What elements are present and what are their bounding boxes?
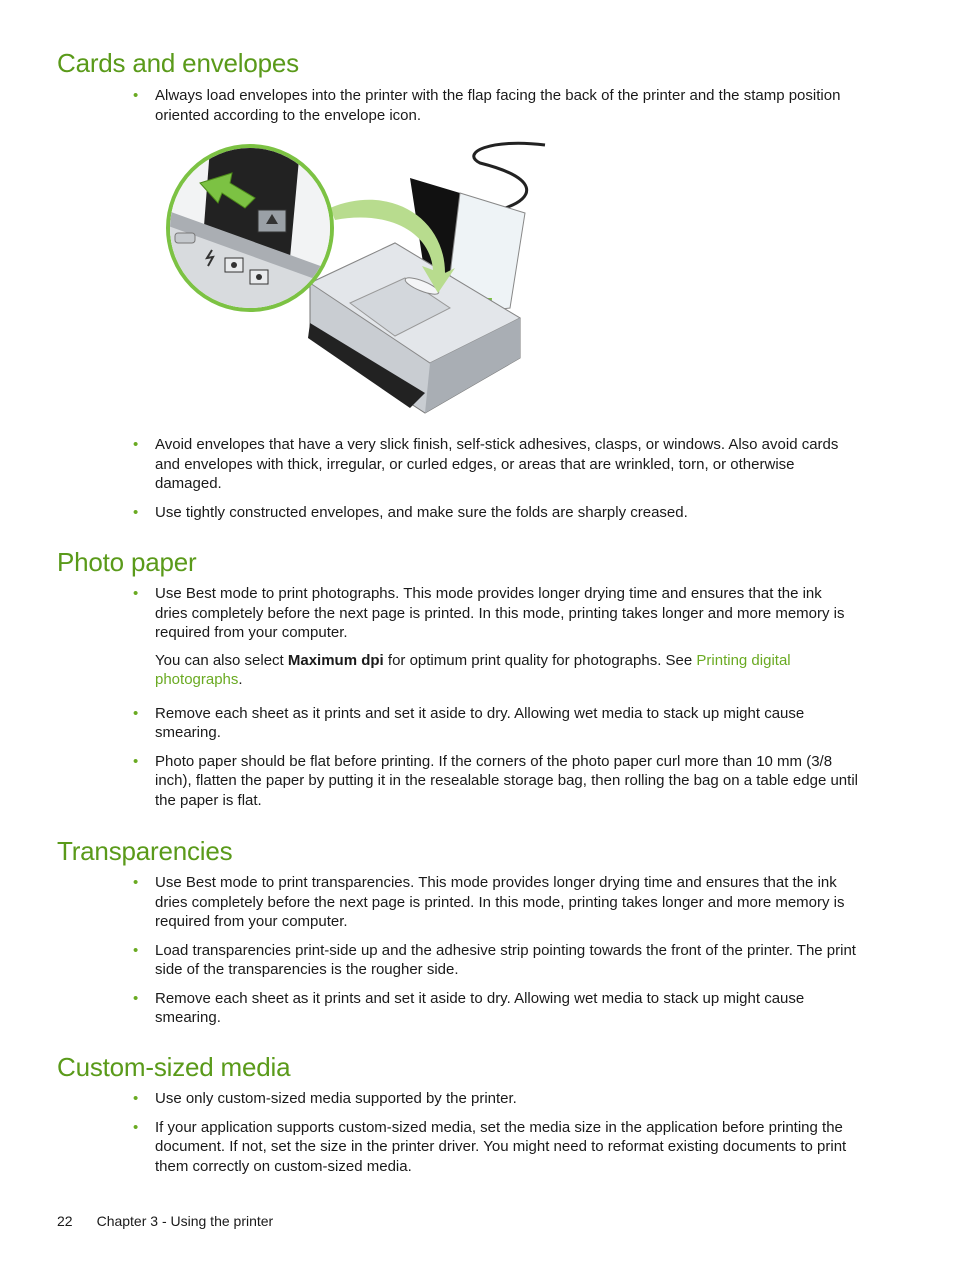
printer-envelope-illustration <box>160 138 560 423</box>
bullet-text: Avoid envelopes that have a very slick finish, self-stick adhesives, clasps, or windows. Also avoid cards and envelopes with thick, irregular, or curled edges, or areas that are wrinkled, torn, or otherwise damaged. <box>155 436 839 492</box>
bullet-icon: • <box>133 436 139 453</box>
heading-custom-sized-media: Custom-sized media <box>57 1052 291 1082</box>
maximum-dpi-label: Maximum dpi <box>287 651 384 669</box>
photo-bullet-list <box>133 584 858 819</box>
bullet-text: Photo paper should be flat before printing. If the corners of the photo paper curl more than 10 mm (3/8 inch), flatten the paper by putting it in the resealable storage bag, then rolling the bag on a table edge until the paper is flat. <box>155 752 858 809</box>
bullet-icon: • <box>133 503 139 521</box>
bullet-text: If your application supports custom-sized media, set the media size in the application before printing the document. If not, set the size in the printer driver. You might need to reformat existing documents to print them correctly on custom-sized media. <box>155 1118 847 1175</box>
heading-photo-paper: Photo paper <box>57 547 197 577</box>
bullet-icon: • <box>133 585 139 602</box>
bullet-text: Use Best mode to print photographs. This mode provides longer drying time and ensures that the ink dries completely before the next page is printed. In this mode, printing takes longer and more memory is required from your computer. <box>155 585 845 641</box>
list-item <box>133 873 858 932</box>
cards-bullet-list <box>133 86 858 134</box>
page-footer <box>57 1213 273 1229</box>
sub-text: for optimum print quality for photographs. See <box>383 651 697 669</box>
bullet-text: Remove each sheet as it prints and set it aside to dry. Allowing wet media to stack up might cause smearing. <box>155 989 805 1026</box>
bullet-icon: • <box>133 1090 139 1107</box>
bullet-icon: • <box>133 752 139 770</box>
custom-bullet-list <box>133 1089 858 1185</box>
bullet-icon: • <box>133 704 139 722</box>
list-item <box>133 503 858 523</box>
heading-transparencies: Transparencies <box>57 836 233 866</box>
list-item <box>133 86 858 125</box>
page-number: 22 <box>57 1213 73 1229</box>
bullet-icon: • <box>133 989 139 1007</box>
printing-digital-photographs-link[interactable]: Printing digital photographs <box>155 651 791 688</box>
cards-bullet-list-2 <box>133 435 858 531</box>
list-item <box>133 1089 858 1109</box>
list-item <box>133 941 858 980</box>
heading-cards-and-envelopes: Cards and envelopes <box>57 48 299 78</box>
bullet-icon: • <box>133 941 139 959</box>
list-item <box>133 704 858 743</box>
list-item <box>133 435 858 494</box>
bullet-icon: • <box>133 874 139 891</box>
bullet-text: Use Best mode to print transparencies. This mode provides longer drying time and ensures that the ink dries completely before the next page is printed. In this mode, printing takes longer and more memory is required from your computer. <box>155 874 845 930</box>
bullet-text: Remove each sheet as it prints and set it aside to dry. Allowing wet media to stack up might cause smearing. <box>155 704 805 741</box>
list-item <box>133 989 858 1028</box>
photo-sub-paragraph <box>155 651 858 690</box>
bullet-text: Use tightly constructed envelopes, and make sure the folds are sharply creased. <box>155 503 688 521</box>
bullet-text: Use only custom-sized media supported by the printer. <box>155 1090 517 1107</box>
bullet-text: Always load envelopes into the printer with the flap facing the back of the printer and the stamp position oriented according to the envelope icon. <box>155 87 841 124</box>
chapter-title: Chapter 3 - Using the printer <box>96 1213 274 1229</box>
bullet-text: Load transparencies print-side up and the adhesive strip pointing towards the front of the printer. The print side of the transparencies is the rougher side. <box>155 941 856 978</box>
list-item <box>133 1118 858 1177</box>
bullet-icon: • <box>133 1118 139 1136</box>
bullet-icon: • <box>133 87 139 104</box>
sub-text: . <box>238 671 243 688</box>
sub-text: You can also select <box>155 651 288 669</box>
transparencies-bullet-list <box>133 873 858 1037</box>
list-item <box>133 752 858 811</box>
list-item <box>133 584 858 690</box>
